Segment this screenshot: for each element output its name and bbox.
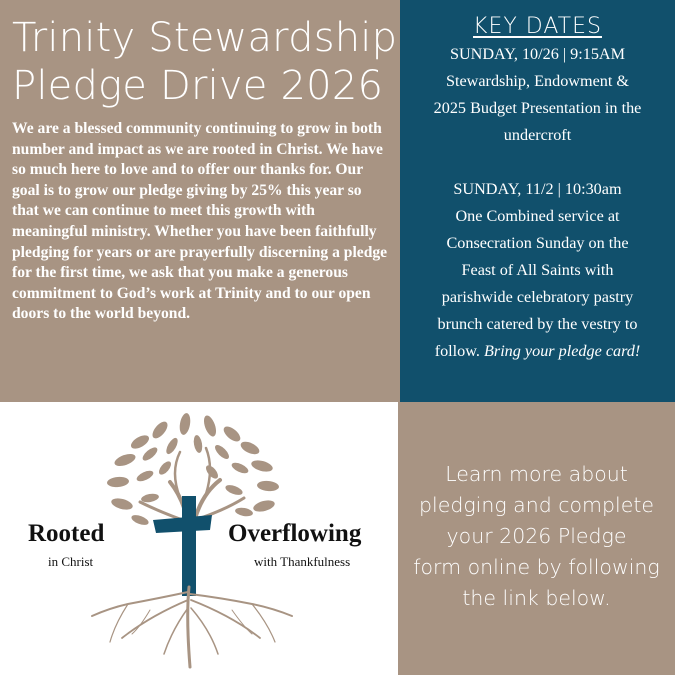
cta-line: Learn more about	[445, 462, 628, 486]
event-2-line: One Combined service at	[455, 207, 620, 225]
event-2-last-line	[400, 338, 675, 365]
event-spacer	[400, 149, 675, 176]
event-2-last-plain: follow.	[434, 342, 484, 360]
event-1-date: SUNDAY, 10/26 | 9:15AM	[449, 45, 626, 63]
cta-text	[398, 459, 675, 614]
overflowing-label: Overflowing	[228, 520, 362, 547]
cta-line: your 2026 Pledge	[446, 524, 627, 548]
event-2-line: Consecration Sunday on the	[446, 234, 629, 252]
cta-panel	[398, 402, 675, 675]
event-2-line: parishwide celebratory pastry	[441, 288, 634, 306]
intro-paragraph: We are a blessed community continuing to grow in both number and impact as we are rooted in Christ. We have so much here to love and to offer our thanks for. Our goal is to grow our pledge giving by 25% this year so that we can continue to meet this growth with meaningful ministry. Whether you have been faithfully pledging for years or are prayerfully discerning a pledge for the first time, we ask that you make a generous commitment to God’s work at Trinity and to our open doors to the world beyond.	[12, 120, 388, 323]
tree-roots-icon	[92, 587, 292, 667]
event-1-line: Stewardship, Endowment &	[446, 72, 629, 90]
page-title	[12, 14, 398, 110]
title-line-1: Trinity Stewardship	[12, 15, 398, 61]
logo-panel	[0, 402, 398, 675]
in-christ-label: in Christ	[48, 554, 94, 569]
with-thankfulness-label: with Thankfulness	[254, 554, 351, 569]
rooted-label: Rooted	[28, 520, 105, 547]
cta-line: the link below.	[462, 586, 611, 610]
key-dates-panel	[400, 0, 675, 402]
event-2-line: brunch catered by the vestry to	[437, 315, 638, 333]
event-1-line: undercroft	[503, 126, 572, 144]
title-line-2: Pledge Drive 2026	[12, 63, 384, 109]
pledge-card-reminder: Bring your pledge card!	[484, 342, 641, 360]
cta-line: pledging and complete	[419, 493, 654, 517]
event-2-date: SUNDAY, 11/2 | 10:30am	[453, 180, 622, 198]
key-dates-heading: KEY DATES	[473, 14, 602, 39]
cta-line: form online by following	[413, 555, 660, 579]
event-1-line: 2025 Budget Presentation in the	[433, 99, 642, 117]
intro-panel	[0, 0, 400, 402]
event-2-line: Feast of All Saints with	[461, 261, 614, 279]
